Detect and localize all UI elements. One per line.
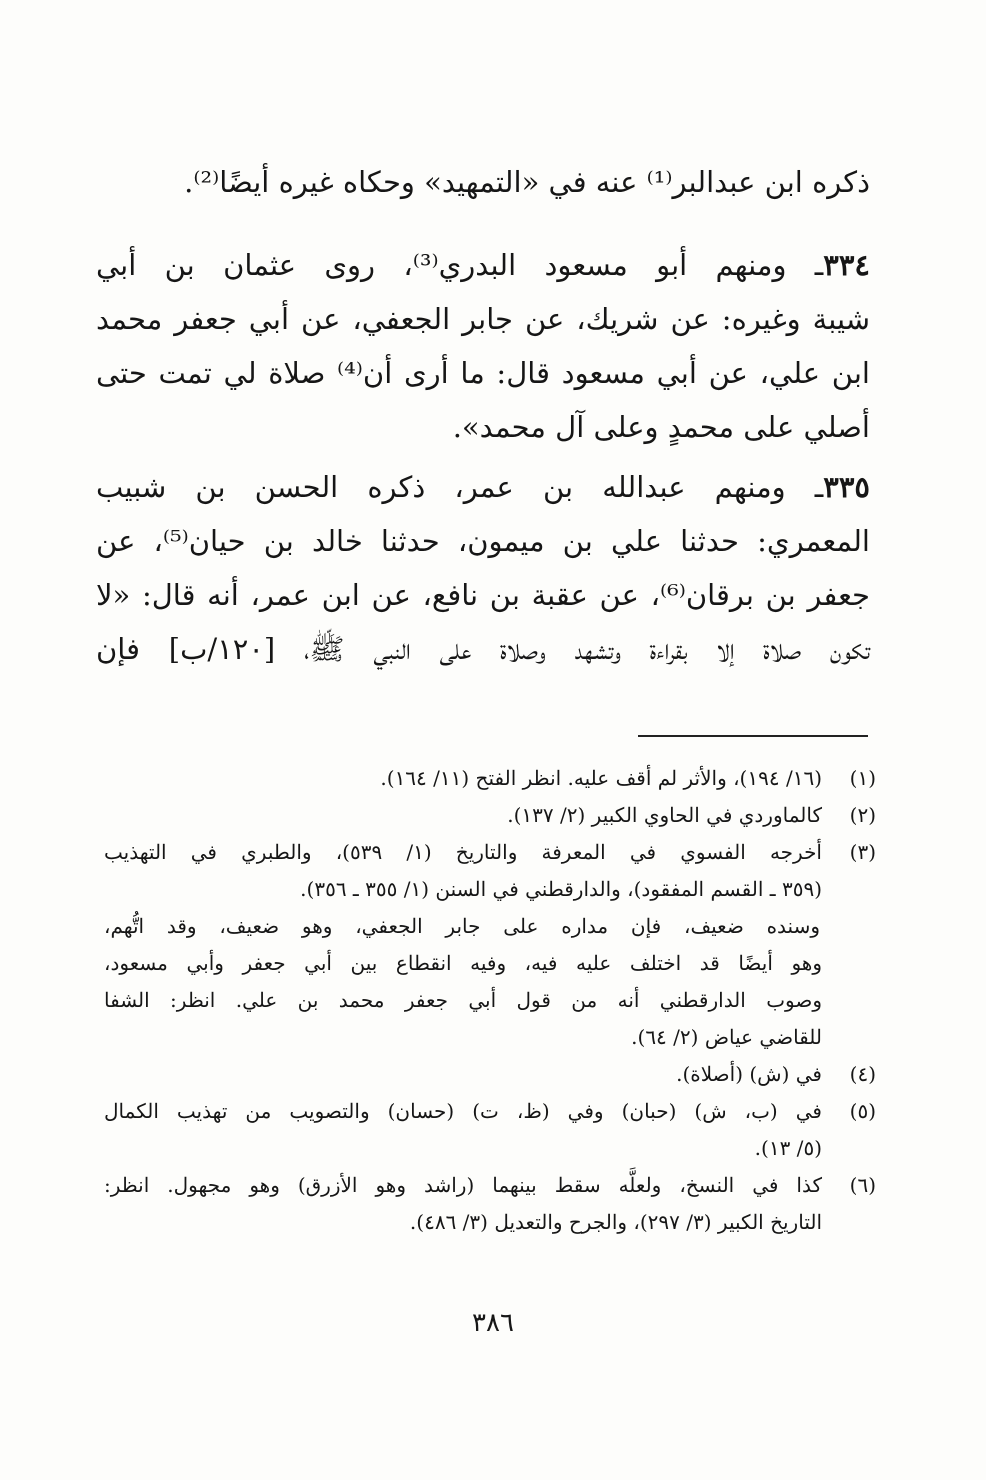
footnote-line: في (ب، ش) (حبان) وفي (ظ، ت) (حسان) والتصويب من تهذيب الكمال	[104, 1099, 822, 1123]
footnote-line: كالماوردي في الحاوي الكبير (٢/ ١٣٧).	[507, 803, 822, 827]
footnote	[104, 1093, 876, 1167]
footnote	[104, 1056, 876, 1093]
footnote-line: وهو أيضًا قد اختلف عليه فيه، وفيه انقطاع بين أبي جعفر وأبي مسعود،	[104, 951, 822, 975]
footnote-line: التاريخ الكبير (٣/ ٢٩٧)، والجرح والتعديل (٣/ ٤٨٦).	[409, 1210, 822, 1234]
footnote-line: وصوب الدارقطني أنه من قول أبي جعفر محمد بن علي. انظر: الشفا	[104, 988, 822, 1012]
text-fragment: ـ ومنهم عبدالله بن عمر، ذكره الحسن بن شبيب	[96, 470, 824, 504]
text-line	[96, 238, 870, 292]
footnote-line: للقاضي عياض (٢/ ٦٤).	[631, 1025, 822, 1049]
paragraph-entry-335	[96, 460, 870, 676]
footnote	[104, 834, 876, 1056]
entry-number: ٣٣٥	[823, 470, 870, 504]
footnote-line: (٣٥٩ ـ القسم المفقود)، والدارقطني في السنن (١/ ٣٥٥ ـ ٣٥٦).	[300, 877, 822, 901]
text-line: ذكره ابن عبدالبر⁽¹⁾ عنه في «التمهيد» وحكاه غيره أيضًا⁽²⁾.	[184, 165, 870, 199]
paragraph-continuation	[96, 155, 870, 209]
footnote-line: أخرجه الفسوي في المعرفة والتاريخ (١/ ٥٣٩)، والطبري في التهذيب	[104, 840, 822, 864]
footnote-number: (١)	[849, 766, 876, 790]
entry-number: ٣٣٤	[823, 248, 871, 282]
text-line: ابن علي، عن أبي مسعود قال: ما أرى أن⁽⁴⁾ صلاة لي تمت حتى	[96, 356, 870, 390]
page-number: ٣٨٦	[472, 1308, 514, 1338]
footnote-number: (٣)	[849, 840, 876, 864]
text-line	[96, 460, 870, 514]
text-line: أصلي على محمدٍ وعلى آل محمد».	[452, 410, 870, 444]
paragraph-entry-334	[96, 238, 870, 454]
footnote	[104, 797, 876, 834]
text-line: تكون صلاة إلا بقراءة وتشهد وصلاة على النبي ﷺ، [١٢٠/ب] فإن	[96, 632, 870, 666]
footnote-line: وسنده ضعيف، فإن مداره على جابر الجعفي، وهو ضعيف، وقد اتُّهم،	[104, 914, 820, 938]
text-fragment: ـ ومنهم أبو مسعود البدري⁽³⁾، روى عثمان بن أبي	[96, 248, 824, 282]
text-line: شيبة وغيره: عن شريك، عن جابر الجعفي، عن أبي جعفر محمد	[96, 302, 870, 336]
footnote-line: كذا في النسخ، ولعلَّه سقط بينهما (راشد وهو الأزرق) وهو مجهول. انظر:	[104, 1173, 822, 1197]
footnote-line: (٥/ ١٣).	[754, 1136, 822, 1160]
footnote-number: (٢)	[849, 803, 876, 827]
text-line: المعمري: حدثنا علي بن ميمون، حدثنا خالد بن حيان⁽⁵⁾، عن	[96, 524, 870, 558]
footnote-line: (١٦/ ١٩٤)، والأثر لم أقف عليه. انظر الفتح (١١/ ١٦٤).	[380, 766, 822, 790]
text-line: جعفر بن برقان⁽⁶⁾، عن عقبة بن نافع، عن ابن عمر، أنه قال: «لا	[96, 578, 870, 612]
footnotes	[104, 760, 876, 1241]
footnote-number: (٦)	[849, 1173, 876, 1197]
footnote-separator	[638, 735, 868, 737]
footnote-number: (٤)	[849, 1062, 876, 1086]
footnote	[104, 1167, 876, 1241]
footnote-number: (٥)	[849, 1099, 876, 1123]
footnote-line: في (ش) (أصلاة).	[676, 1062, 822, 1086]
footnote	[104, 760, 876, 797]
